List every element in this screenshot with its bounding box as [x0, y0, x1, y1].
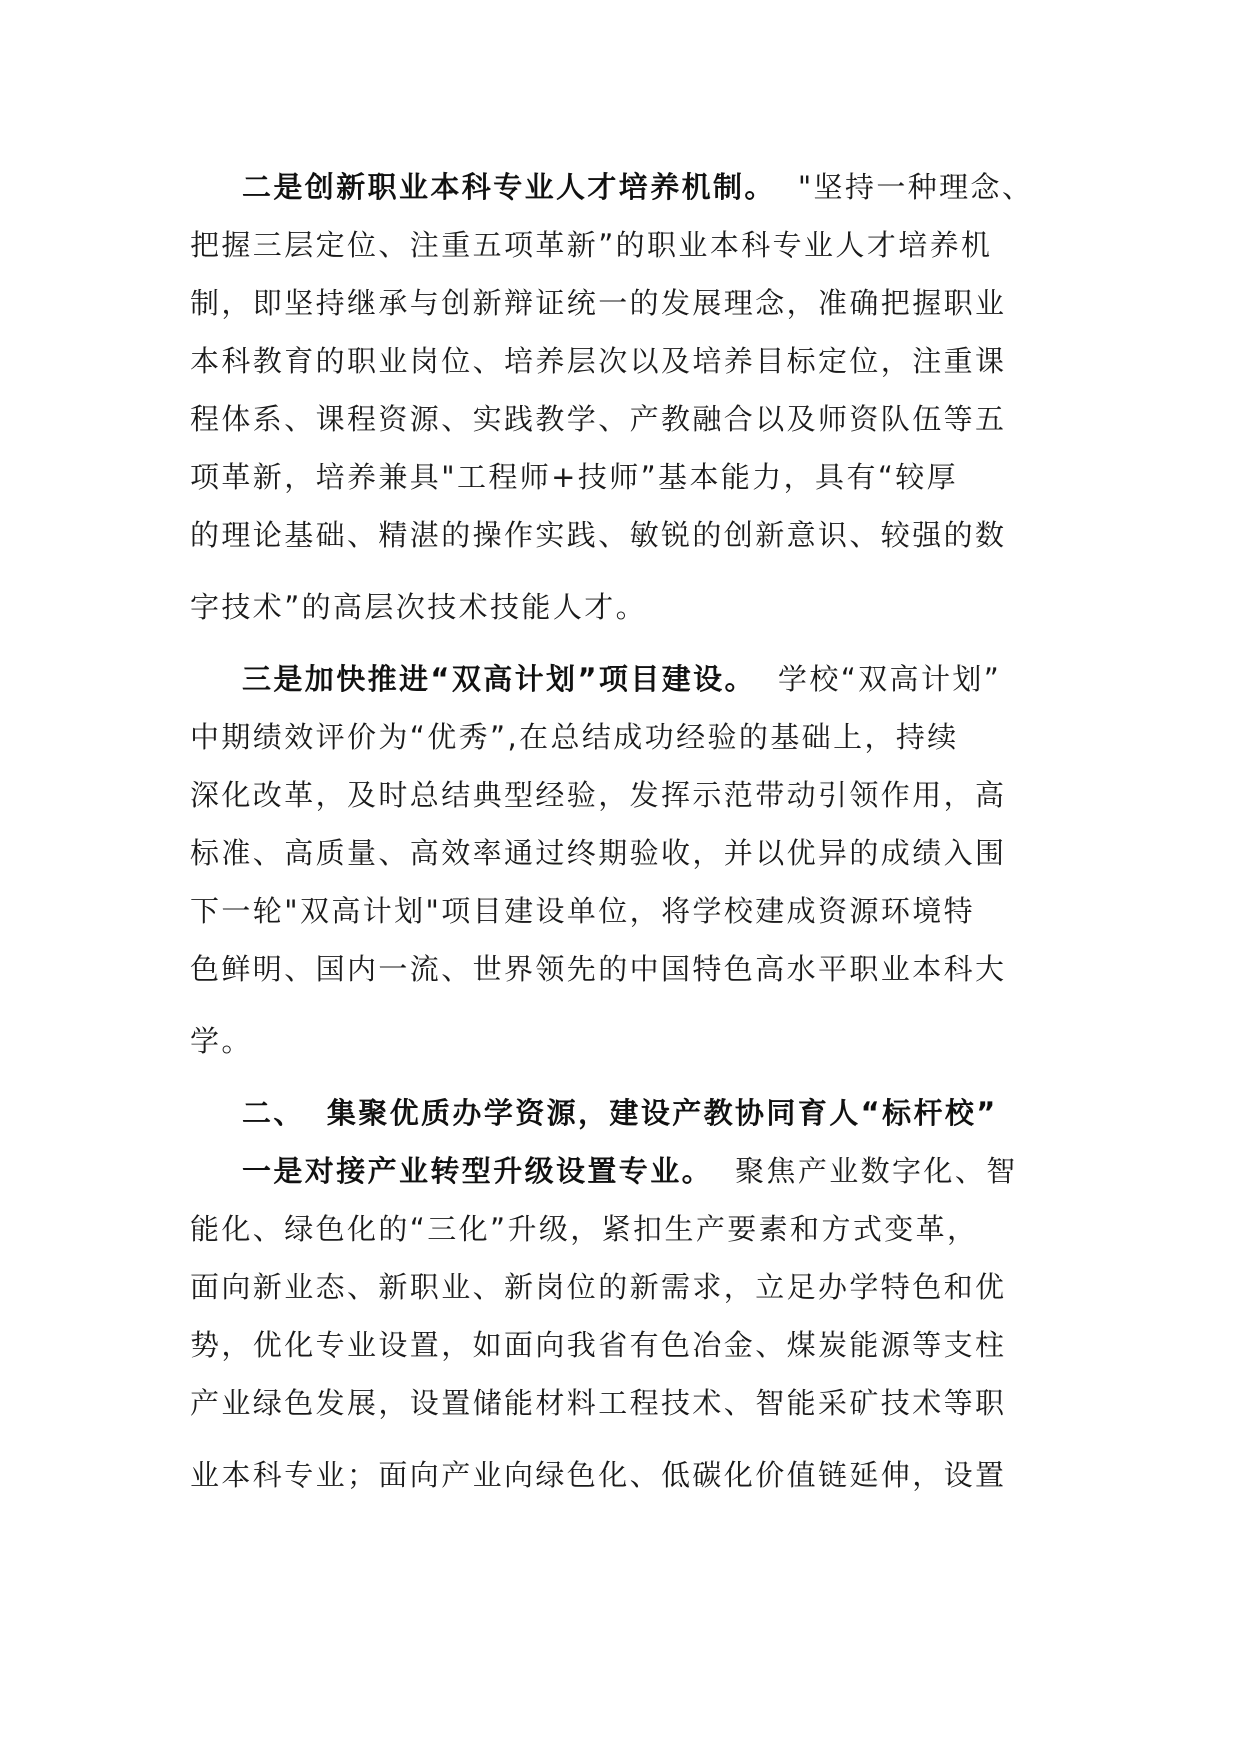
paragraph-1-line-4: 本科教育的职业岗位、培养层次以及培养目标定位，注重课 [190, 344, 1007, 378]
paragraph-1-line-2: 把握三层定位、注重五项革新”的职业本科专业人才培养机 [190, 228, 993, 262]
paragraph-3-line-5: 产业绿色发展，设置储能材料工程技术、智能采矿技术等职 [190, 1386, 1007, 1420]
paragraph-2-line-2: 中期绩效评价为“优秀”,在总结成功经验的基础上，持续 [190, 720, 959, 754]
paragraph-2-line-1 [190, 650, 1050, 708]
section-number: 二、 [242, 1096, 305, 1130]
paragraph-2-line-6: 色鲜明、国内一流、世界领先的中国特色高水平职业本科大 [190, 952, 1007, 986]
paragraph-2-line-3: 深化改革，及时总结典型经验，发挥示范带动引领作用，高 [190, 778, 1007, 812]
document-body [190, 158, 1050, 1504]
paragraph-2-text: 学校“双高计划” [777, 662, 1002, 696]
paragraph-1-line-6: 项革新，培养兼具"工程师+技师”基本能力，具有“较厚 [190, 460, 959, 494]
paragraph-1-line-7: 的理论基础、精湛的操作实践、敏锐的创新意识、较强的数 [190, 518, 1007, 552]
paragraph-3-heading: 一是对接产业转型升级设置专业。 [242, 1154, 714, 1188]
paragraph-3-line-4: 势，优化专业设置，如面向我省有色冶金、煤炭能源等支柱 [190, 1328, 1007, 1362]
paragraph-3-line-6: 业本科专业；面向产业向绿色化、低碳化价值链延伸，设置 [190, 1458, 1007, 1492]
paragraph-2-heading: 三是加快推进“双高计划”项目建设。 [242, 662, 756, 696]
paragraph-3-text: 聚焦产业数字化、智 [735, 1154, 1018, 1188]
paragraph-2-line-7: 学。 [190, 1024, 253, 1058]
section-title: 集聚优质办学资源，建设产教协同育人“标杆校” [326, 1096, 998, 1130]
paragraph-2-line-4: 标准、高质量、高效率通过终期验收，并以优异的成绩入围 [190, 836, 1007, 870]
paragraph-3-line-2: 能化、绿色化的“三化”升级，紧扣生产要素和方式变革， [190, 1212, 979, 1246]
paragraph-1-line-8: 字技术”的高层次技术技能人才。 [190, 590, 648, 624]
paragraph-1-line-3: 制，即坚持继承与创新辩证统一的发展理念，准确把握职业 [190, 286, 1007, 320]
paragraph-2-line-5: 下一轮"双高计划"项目建设单位，将学校建成资源环境特 [190, 894, 976, 928]
paragraph-1-heading: 二是创新职业本科专业人才培养机制。 [242, 170, 776, 204]
paragraph-1-line-1 [190, 158, 1050, 216]
section-heading [190, 1084, 1050, 1142]
paragraph-3-line-3: 面向新业态、新职业、新岗位的新需求，立足办学特色和优 [190, 1270, 1007, 1304]
paragraph-1-line-5: 程体系、课程资源、实践教学、产教融合以及师资队伍等五 [190, 402, 1007, 436]
paragraph-1-text: "坚持一种理念、 [797, 170, 1034, 204]
paragraph-3-line-1 [190, 1142, 1050, 1200]
